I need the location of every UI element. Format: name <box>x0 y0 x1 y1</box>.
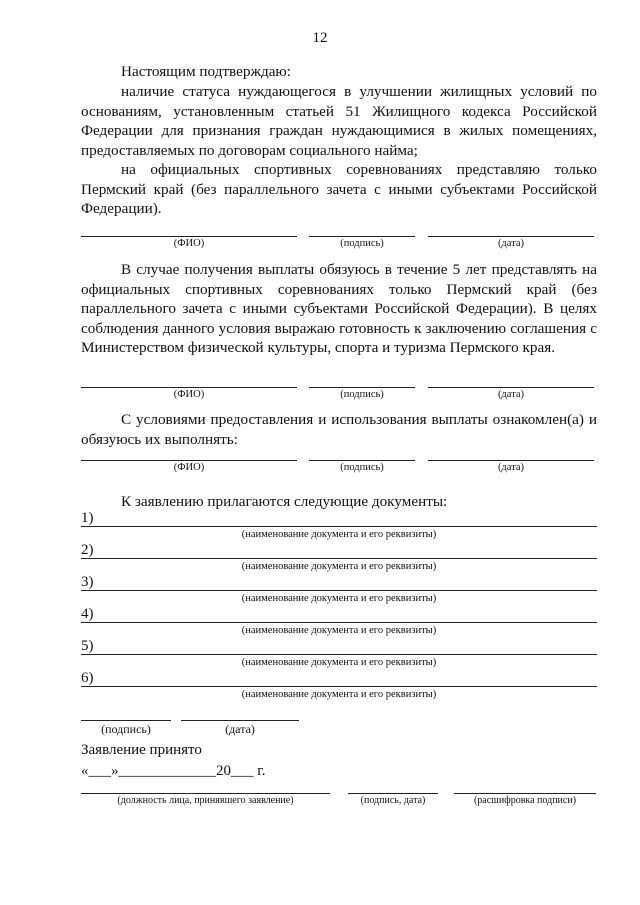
fio-caption-2: (ФИО) <box>173 389 205 400</box>
attachment-line-6[interactable] <box>81 686 597 687</box>
attachment-number-4: 4) <box>81 606 94 622</box>
acceptance-date[interactable]: «___»_____________20___ г. <box>81 763 266 779</box>
attachment-caption-1: (наименование документа и его реквизиты) <box>241 529 437 540</box>
attachment-caption-6: (наименование документа и его реквизиты) <box>241 689 437 700</box>
date-line-1[interactable] <box>428 236 594 237</box>
acceptance-title: Заявление принято <box>81 742 202 758</box>
confirm-housing: наличие статуса нуждающегося в улучшении жилищных условий по основаниям, установленным статьей 51 Жилищного кодекса Российской Федерации для признания граждан нуждающимися в жилых помещениях, предоставляемых по договорам социального найма; <box>81 83 597 159</box>
attachment-number-1: 1) <box>81 510 94 526</box>
attachment-line-5[interactable] <box>81 654 597 655</box>
date-caption-2: (дата) <box>497 389 525 400</box>
signature-caption-2: (подпись) <box>340 389 384 400</box>
attachment-number-3: 3) <box>81 574 94 590</box>
attachment-number-6: 6) <box>81 670 94 686</box>
attachment-caption-4: (наименование документа и его реквизиты) <box>241 625 437 636</box>
applicant-date-caption: (дата) <box>225 722 255 736</box>
fio-line-3[interactable] <box>81 460 297 461</box>
date-line-3[interactable] <box>428 460 594 461</box>
attachment-number-5: 5) <box>81 638 94 654</box>
confirm-competitions: на официальных спортивных соревнованиях представляю только Пермский край (без параллельного зачета с иными субъектами Российской Федерации). <box>81 161 597 217</box>
applicant-signature-caption: (подпись) <box>101 722 151 736</box>
date-line-2[interactable] <box>428 387 594 388</box>
attachment-line-1[interactable] <box>81 526 597 527</box>
official-position-line[interactable] <box>81 793 330 794</box>
signature-line-3[interactable] <box>309 460 415 461</box>
attachment-line-2[interactable] <box>81 558 597 559</box>
attachment-caption-3: (наименование документа и его реквизиты) <box>241 593 437 604</box>
attachment-caption-5: (наименование документа и его реквизиты) <box>241 657 437 668</box>
attachments-intro: К заявлению прилагаются следующие документы: <box>121 493 448 510</box>
applicant-date-line[interactable] <box>181 720 299 721</box>
signature-line-2[interactable] <box>309 387 415 388</box>
page-number: 12 <box>312 30 328 46</box>
attachment-number-2: 2) <box>81 542 94 558</box>
acquainted-text: С условиями предоставления и использования выплаты ознакомлен(а) и обязуюсь их выполнять: <box>81 411 597 448</box>
date-caption-3: (дата) <box>497 462 525 473</box>
official-position-caption: (должность лица, принявшего заявление) <box>117 795 294 806</box>
date-caption-1: (дата) <box>497 238 525 249</box>
signature-line-1[interactable] <box>309 236 415 237</box>
fio-caption-1: (ФИО) <box>173 238 205 249</box>
official-decode-caption: (расшифровка подписи) <box>473 795 577 806</box>
signature-caption-1: (подпись) <box>340 238 384 249</box>
fio-caption-3: (ФИО) <box>173 462 205 473</box>
official-sign-date-line[interactable] <box>348 793 438 794</box>
fio-line-1[interactable] <box>81 236 297 237</box>
signature-caption-3: (подпись) <box>340 462 384 473</box>
attachment-line-3[interactable] <box>81 590 597 591</box>
attachment-line-4[interactable] <box>81 622 597 623</box>
attachment-caption-2: (наименование документа и его реквизиты) <box>241 561 437 572</box>
applicant-signature-line[interactable] <box>81 720 171 721</box>
obligation-text: В случае получения выплаты обязуюсь в течение 5 лет представлять на официальных спортивных соревнованиях только Пермский край (без параллельного зачета с иными субъектами Российской Федерации). В целях соблюдения данного условия выражаю готовность к заключению соглашения с Министерством физической культуры, спорта и туризма Пермского края. <box>81 261 597 356</box>
confirm-intro: Настоящим подтверждаю: <box>121 63 291 80</box>
fio-line-2[interactable] <box>81 387 297 388</box>
official-decode-line[interactable] <box>454 793 596 794</box>
official-sign-date-caption: (подпись, дата) <box>360 795 426 806</box>
